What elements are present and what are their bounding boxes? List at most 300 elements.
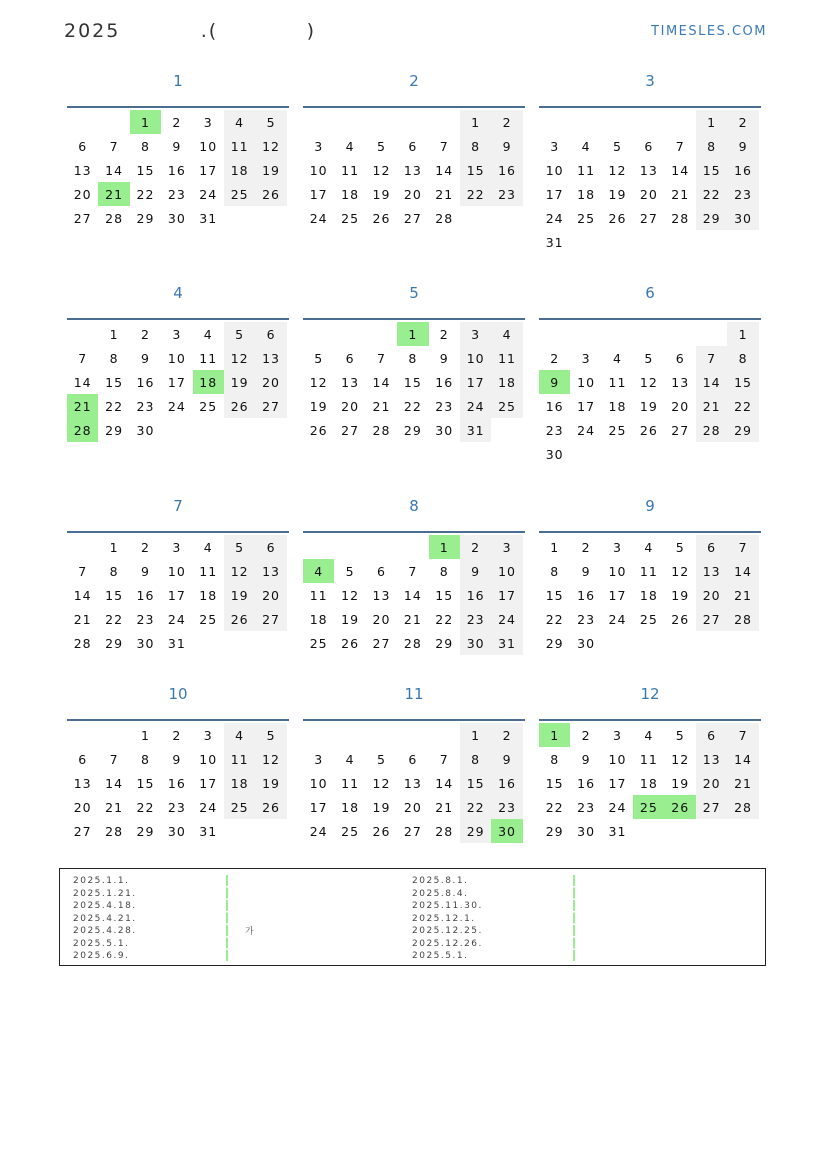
day-cell: 4 [224, 110, 255, 134]
day-cell: 25 [639, 611, 658, 627]
day-cell: 13 [696, 559, 727, 583]
month-days-table [303, 110, 523, 230]
day-cell: 4 [345, 751, 355, 767]
day-cell: 21 [403, 611, 422, 627]
day-cell: 13 [73, 162, 92, 178]
month-title: 3 [645, 72, 655, 90]
day-cell: 19 [608, 186, 627, 202]
day-cell: 4 [203, 326, 213, 342]
day-cell: 28 [696, 418, 727, 442]
day-cell: 16 [136, 374, 155, 390]
day-cell: 17 [167, 374, 186, 390]
day-cell: 3 [314, 138, 324, 154]
day-cell: 16 [491, 771, 522, 795]
day-cell: 19 [671, 775, 690, 791]
day-cell: 24 [608, 611, 627, 627]
empty-day-cell [303, 322, 334, 346]
legend-date: 2025.1.1. [73, 876, 130, 886]
day-cell: 12 [255, 134, 286, 158]
day-cell: 30 [167, 210, 186, 226]
day-cell: 11 [224, 134, 255, 158]
day-cell: 11 [341, 162, 360, 178]
empty-day-cell [366, 110, 397, 134]
day-cell: 7 [675, 138, 685, 154]
month-divider [539, 318, 761, 320]
day-cell: 27 [696, 607, 727, 631]
day-cell: 30 [545, 446, 564, 462]
day-cell: 6 [408, 138, 418, 154]
day-cell: 13 [671, 374, 690, 390]
empty-day-cell [633, 110, 664, 134]
day-cell: 22 [435, 611, 454, 627]
day-cell: 19 [341, 611, 360, 627]
day-cell: 27 [403, 210, 422, 226]
brand-link[interactable]: TIMESLES.COM [651, 24, 767, 39]
day-cell: 9 [172, 138, 182, 154]
day-cell: 29 [727, 418, 758, 442]
day-cell: 30 [727, 206, 758, 230]
empty-day-cell [491, 206, 522, 230]
legend-date: 2025.8.1. [412, 876, 469, 886]
day-cell: 14 [105, 775, 124, 791]
day-cell: 11 [639, 751, 658, 767]
month-calendar [303, 284, 525, 442]
day-cell: 9 [460, 559, 491, 583]
day-cell: 6 [78, 138, 88, 154]
empty-day-cell [696, 322, 727, 346]
day-cell: 17 [199, 162, 218, 178]
day-cell: 14 [671, 162, 690, 178]
day-cell: 27 [255, 607, 286, 631]
day-cell: 22 [460, 795, 491, 819]
day-cell: 27 [255, 394, 286, 418]
day-cell: 17 [608, 775, 627, 791]
day-cell: 6 [255, 535, 286, 559]
day-cell: 15 [545, 775, 564, 791]
day-cell: 14 [73, 374, 92, 390]
month-title: 5 [409, 284, 419, 302]
day-cell: 15 [136, 162, 155, 178]
month-calendar [67, 497, 289, 655]
holiday-day-cell: 21 [98, 182, 129, 206]
day-cell: 11 [341, 775, 360, 791]
day-cell: 30 [577, 635, 596, 651]
day-cell: 30 [136, 422, 155, 438]
day-cell: 5 [345, 563, 355, 579]
empty-day-cell [570, 442, 601, 466]
holiday-day-cell: 26 [665, 795, 696, 819]
day-cell: 28 [105, 210, 124, 226]
day-cell: 18 [224, 158, 255, 182]
day-cell: 3 [314, 751, 324, 767]
day-cell: 23 [460, 607, 491, 631]
month-calendar [539, 685, 761, 843]
day-cell: 31 [167, 635, 186, 651]
day-cell: 24 [309, 823, 328, 839]
day-cell: 1 [109, 326, 119, 342]
day-cell: 15 [545, 587, 564, 603]
day-cell: 9 [491, 134, 522, 158]
day-cell: 9 [172, 751, 182, 767]
day-cell: 1 [696, 110, 727, 134]
day-cell: 29 [105, 422, 124, 438]
empty-day-cell [696, 631, 727, 655]
day-cell: 13 [341, 374, 360, 390]
day-cell: 31 [199, 823, 218, 839]
day-cell: 10 [309, 775, 328, 791]
month-days-table [303, 723, 523, 843]
month-days-table [67, 723, 287, 843]
day-cell: 18 [341, 799, 360, 815]
empty-day-cell [303, 110, 334, 134]
day-cell: 9 [727, 134, 758, 158]
holiday-day-cell: 1 [130, 110, 161, 134]
day-cell: 24 [199, 186, 218, 202]
day-cell: 17 [491, 583, 522, 607]
holiday-day-cell: 1 [397, 322, 428, 346]
day-cell: 26 [341, 635, 360, 651]
day-cell: 29 [460, 819, 491, 843]
day-cell: 29 [136, 823, 155, 839]
holiday-day-cell: 4 [303, 559, 334, 583]
day-cell: 13 [255, 559, 286, 583]
month-calendar [67, 284, 289, 442]
day-cell: 15 [136, 775, 155, 791]
day-cell: 15 [696, 158, 727, 182]
day-cell: 16 [577, 587, 596, 603]
day-cell: 14 [73, 587, 92, 603]
day-cell: 19 [639, 398, 658, 414]
day-cell: 2 [491, 110, 522, 134]
day-cell: 15 [727, 370, 758, 394]
day-cell: 4 [345, 138, 355, 154]
day-cell: 23 [577, 799, 596, 815]
day-cell: 2 [460, 535, 491, 559]
day-cell: 20 [696, 583, 727, 607]
day-cell: 28 [671, 210, 690, 226]
day-cell: 1 [460, 723, 491, 747]
day-cell: 15 [435, 587, 454, 603]
empty-day-cell [334, 535, 365, 559]
day-cell: 7 [439, 138, 449, 154]
day-cell: 12 [224, 559, 255, 583]
day-cell: 26 [639, 422, 658, 438]
day-cell: 29 [545, 823, 564, 839]
day-cell: 24 [608, 799, 627, 815]
day-cell: 8 [109, 350, 119, 366]
month-divider [67, 318, 289, 320]
empty-day-cell [366, 535, 397, 559]
month-title: 11 [404, 685, 424, 703]
empty-day-cell [602, 322, 633, 346]
day-cell: 10 [577, 374, 596, 390]
day-cell: 28 [372, 422, 391, 438]
legend-date: 2025.4.28. [73, 926, 137, 936]
holiday-legend [59, 868, 766, 966]
day-cell: 10 [545, 162, 564, 178]
legend-date: 2025.6.9. [73, 951, 130, 961]
day-cell: 22 [696, 182, 727, 206]
day-cell: 18 [224, 771, 255, 795]
day-cell: 8 [460, 747, 491, 771]
day-cell: 5 [613, 138, 622, 154]
empty-day-cell [602, 631, 633, 655]
legend-marker-right [573, 875, 575, 961]
day-cell: 10 [491, 559, 522, 583]
month-divider [303, 106, 525, 108]
day-cell: 22 [727, 394, 758, 418]
month-divider [539, 106, 761, 108]
day-cell: 6 [644, 138, 654, 154]
day-cell: 1 [550, 539, 560, 555]
day-cell: 14 [727, 559, 758, 583]
day-cell: 15 [460, 158, 491, 182]
empty-day-cell [570, 110, 601, 134]
day-cell: 16 [577, 775, 596, 791]
month-title: 1 [173, 72, 183, 90]
day-cell: 5 [644, 350, 654, 366]
day-cell: 7 [696, 346, 727, 370]
day-cell: 3 [203, 727, 213, 743]
empty-day-cell [633, 631, 664, 655]
empty-day-cell [255, 418, 286, 442]
day-cell: 16 [136, 587, 155, 603]
day-cell: 16 [491, 158, 522, 182]
day-cell: 27 [372, 635, 391, 651]
day-cell: 26 [309, 422, 328, 438]
day-cell: 7 [727, 723, 758, 747]
day-cell: 23 [136, 611, 155, 627]
day-cell: 20 [696, 771, 727, 795]
day-cell: 24 [545, 210, 564, 226]
day-cell: 21 [727, 771, 758, 795]
day-cell: 12 [255, 747, 286, 771]
empty-day-cell [665, 110, 696, 134]
day-cell: 31 [491, 631, 522, 655]
month-calendar [303, 497, 525, 655]
empty-day-cell [696, 819, 727, 843]
day-cell: 17 [309, 799, 328, 815]
day-cell: 21 [372, 398, 391, 414]
day-cell: 14 [403, 587, 422, 603]
day-cell: 30 [136, 635, 155, 651]
day-cell: 23 [167, 799, 186, 815]
day-cell: 21 [727, 583, 758, 607]
month-divider [67, 106, 289, 108]
day-cell: 26 [224, 394, 255, 418]
day-cell: 28 [73, 635, 92, 651]
day-cell: 12 [608, 162, 627, 178]
empty-day-cell [696, 442, 727, 466]
day-cell: 19 [372, 799, 391, 815]
month-title: 9 [645, 497, 655, 515]
day-cell: 23 [491, 182, 522, 206]
day-cell: 8 [550, 751, 560, 767]
empty-day-cell [633, 819, 664, 843]
day-cell: 3 [613, 539, 622, 555]
day-cell: 28 [403, 635, 422, 651]
month-days-table [67, 322, 287, 442]
holiday-day-cell: 21 [67, 394, 98, 418]
day-cell: 15 [105, 587, 124, 603]
day-cell: 3 [172, 539, 182, 555]
day-cell: 22 [545, 799, 564, 815]
empty-day-cell [67, 535, 98, 559]
empty-day-cell [193, 631, 224, 655]
legend-dates-right [412, 875, 483, 963]
day-cell: 23 [435, 398, 454, 414]
day-cell: 7 [109, 751, 119, 767]
empty-day-cell [602, 110, 633, 134]
day-cell: 27 [639, 210, 658, 226]
day-cell: 11 [199, 563, 218, 579]
day-cell: 7 [78, 350, 88, 366]
day-cell: 30 [577, 823, 596, 839]
day-cell: 8 [439, 563, 449, 579]
month-divider [67, 531, 289, 533]
day-cell: 31 [545, 234, 564, 250]
day-cell: 19 [224, 370, 255, 394]
day-cell: 10 [167, 350, 186, 366]
month-calendar [539, 497, 761, 655]
day-cell: 7 [439, 751, 449, 767]
day-cell: 24 [167, 611, 186, 627]
day-cell: 12 [309, 374, 328, 390]
day-cell: 10 [167, 563, 186, 579]
day-cell: 7 [109, 138, 119, 154]
day-cell: 3 [581, 350, 591, 366]
day-cell: 6 [696, 535, 727, 559]
day-cell: 24 [491, 607, 522, 631]
day-cell: 1 [141, 727, 150, 743]
day-cell: 19 [224, 583, 255, 607]
day-cell: 19 [671, 587, 690, 603]
day-cell: 17 [460, 370, 491, 394]
legend-date: 2025.1.21. [73, 888, 137, 899]
day-cell: 18 [577, 186, 596, 202]
day-cell: 3 [613, 727, 622, 743]
day-cell: 10 [608, 563, 627, 579]
day-cell: 9 [439, 350, 449, 366]
day-cell: 5 [314, 350, 324, 366]
day-cell: 29 [545, 635, 564, 651]
day-cell: 3 [550, 138, 560, 154]
holiday-day-cell: 1 [539, 723, 570, 747]
day-cell: 20 [403, 186, 422, 202]
empty-day-cell [570, 322, 601, 346]
day-cell: 23 [545, 422, 564, 438]
day-cell: 5 [377, 138, 386, 154]
day-cell: 4 [644, 539, 654, 555]
day-cell: 13 [403, 162, 422, 178]
day-cell: 11 [199, 350, 218, 366]
day-cell: 17 [309, 186, 328, 202]
day-cell: 28 [435, 823, 454, 839]
empty-day-cell [602, 442, 633, 466]
holiday-day-cell: 1 [429, 535, 460, 559]
day-cell: 13 [696, 747, 727, 771]
month-calendar [303, 685, 525, 843]
month-divider [67, 719, 289, 721]
day-cell: 9 [491, 747, 522, 771]
day-cell: 27 [73, 823, 92, 839]
legend-marker-left [226, 875, 228, 961]
empty-day-cell [429, 110, 460, 134]
month-divider [303, 531, 525, 533]
day-cell: 4 [203, 539, 213, 555]
day-cell: 10 [460, 346, 491, 370]
empty-day-cell [727, 631, 758, 655]
empty-day-cell [539, 110, 570, 134]
day-cell: 12 [372, 775, 391, 791]
day-cell: 27 [403, 823, 422, 839]
day-cell: 4 [491, 322, 522, 346]
month-divider [303, 318, 525, 320]
day-cell: 26 [671, 611, 690, 627]
legend-date: 2025.5.1. [73, 938, 130, 949]
day-cell: 5 [224, 535, 255, 559]
day-cell: 3 [460, 322, 491, 346]
day-cell: 9 [581, 563, 591, 579]
month-title: 7 [173, 497, 183, 515]
day-cell: 8 [550, 563, 560, 579]
day-cell: 2 [581, 539, 591, 555]
empty-day-cell [665, 442, 696, 466]
day-cell: 27 [671, 422, 690, 438]
day-cell: 24 [199, 799, 218, 815]
day-cell: 30 [460, 631, 491, 655]
day-cell: 12 [372, 162, 391, 178]
day-cell: 20 [255, 370, 286, 394]
day-cell: 1 [109, 539, 119, 555]
day-cell: 17 [577, 398, 596, 414]
day-cell: 20 [671, 398, 690, 414]
day-cell: 4 [224, 723, 255, 747]
day-cell: 10 [309, 162, 328, 178]
day-cell: 18 [608, 398, 627, 414]
empty-day-cell [303, 723, 334, 747]
day-cell: 18 [491, 370, 522, 394]
day-cell: 2 [550, 350, 560, 366]
day-cell: 8 [408, 350, 418, 366]
day-cell: 21 [435, 799, 454, 815]
month-divider [539, 531, 761, 533]
day-cell: 28 [727, 795, 758, 819]
day-cell: 2 [581, 727, 591, 743]
day-cell: 4 [581, 138, 591, 154]
day-cell: 26 [372, 210, 391, 226]
day-cell: 14 [435, 162, 454, 178]
month-calendar [539, 284, 761, 466]
day-cell: 12 [639, 374, 658, 390]
page-title: 2025 .( ) [64, 20, 317, 42]
month-days-table [67, 110, 287, 230]
day-cell: 5 [675, 727, 685, 743]
month-title: 8 [409, 497, 419, 515]
day-cell: 18 [341, 186, 360, 202]
day-cell: 17 [545, 186, 564, 202]
empty-day-cell [429, 723, 460, 747]
day-cell: 14 [696, 370, 727, 394]
day-cell: 24 [309, 210, 328, 226]
day-cell: 25 [491, 394, 522, 418]
day-cell: 26 [224, 607, 255, 631]
day-cell: 2 [172, 114, 182, 130]
empty-day-cell [224, 418, 255, 442]
day-cell: 25 [224, 182, 255, 206]
day-cell: 25 [199, 611, 218, 627]
day-cell: 12 [671, 563, 690, 579]
